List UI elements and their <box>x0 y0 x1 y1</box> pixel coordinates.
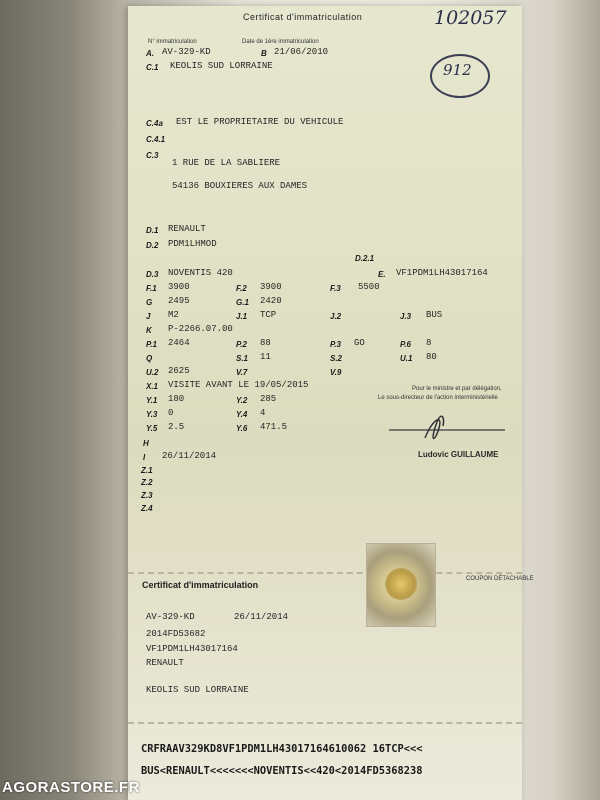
field-code-d2: D.2 <box>146 241 159 250</box>
field-code-c3: C.3 <box>146 151 159 160</box>
hologram-emblem <box>385 568 417 600</box>
field-code-b: B <box>261 49 267 58</box>
y2-value: 285 <box>260 394 277 404</box>
field-code-v9: V.9 <box>330 368 342 377</box>
coupon-reg-number: AV-329-KD <box>146 612 195 622</box>
model-value: NOVENTIS 420 <box>168 268 233 278</box>
reg-number-label: N° immatriculation <box>148 39 197 45</box>
g-value: 2495 <box>168 296 190 306</box>
p6-value: 8 <box>426 338 432 348</box>
j3-value: BUS <box>426 310 443 320</box>
field-code-f1: F.1 <box>146 284 157 293</box>
vin-value: VF1PDM1LH43017164 <box>396 268 488 278</box>
field-code-p2: P.2 <box>236 340 247 349</box>
field-code-i: I <box>143 453 146 462</box>
field-code-y2: Y.2 <box>236 396 248 405</box>
f1-value: 3900 <box>168 282 190 292</box>
field-code-e: E. <box>378 270 386 279</box>
field-code-j2: J.2 <box>330 312 342 321</box>
address-line-2: 54136 BOUXIERES AUX DAMES <box>172 181 308 191</box>
make-value: RENAULT <box>168 224 206 234</box>
s1-value: 11 <box>260 352 271 362</box>
y5-value: 2.5 <box>168 422 185 432</box>
circled-note: 912 <box>443 61 472 79</box>
coupon-doc-number: 2014FD53682 <box>146 629 206 639</box>
field-code-g1: G.1 <box>236 298 249 307</box>
field-code-s2: S.2 <box>330 354 343 363</box>
type-value: PDM1LHMOD <box>168 239 217 249</box>
certificate-date: 26/11/2014 <box>162 451 217 461</box>
field-code-z2: Z.2 <box>141 478 153 487</box>
y3-value: 0 <box>168 408 174 418</box>
signature-title-line: Le sous-directeur de l'action interministérielle <box>378 395 498 401</box>
coupon-owner: KEOLIS SUD LORRAINE <box>146 685 249 695</box>
field-code-d3: D.3 <box>146 270 159 279</box>
owner-status: EST LE PROPRIETAIRE DU VEHICULE <box>176 117 344 127</box>
j1-value: TCP <box>260 310 277 320</box>
document-title: Certificat d'immatriculation <box>243 12 363 22</box>
coupon-detachable-label: COUPON DÉTACHABLE <box>466 576 534 582</box>
mrz-line-1: CRFRAAV329KD8VF1PDM1LH43017164610062 16TCP<<< <box>141 743 423 755</box>
field-code-u1: U.1 <box>400 354 413 363</box>
field-code-z4: Z.4 <box>141 504 153 513</box>
field-code-z1: Z.1 <box>141 466 153 475</box>
field-code-k: K <box>146 326 152 335</box>
p3-value: GO <box>354 338 365 348</box>
coupon-title: Certificat d'immatriculation <box>142 580 259 590</box>
g1-value: 2420 <box>260 296 282 306</box>
field-code-a: A. <box>146 49 154 58</box>
field-code-y5: Y.5 <box>146 424 158 433</box>
address-line-1: 1 RUE DE LA SABLIERE <box>172 158 281 168</box>
field-code-c4a: C.4a <box>146 119 163 128</box>
security-hologram <box>366 543 436 627</box>
field-code-j3: J.3 <box>400 312 412 321</box>
field-code-f3: F.3 <box>330 284 341 293</box>
inspection-due: VISITE AVANT LE 19/05/2015 <box>168 380 309 390</box>
first-registration-date: 21/06/2010 <box>274 47 329 57</box>
signatory-name: Ludovic GUILLAUME <box>418 450 499 459</box>
field-code-y1: Y.1 <box>146 396 158 405</box>
holder-name: KEOLIS SUD LORRAINE <box>170 61 273 71</box>
field-code-f2: F.2 <box>236 284 247 293</box>
y1-value: 180 <box>168 394 185 404</box>
field-code-s1: S.1 <box>236 354 249 363</box>
y6-value: 471.5 <box>260 422 288 432</box>
mrz-perforation <box>128 722 522 724</box>
field-code-q: Q <box>146 354 153 363</box>
j-value: M2 <box>168 310 179 320</box>
handwritten-number: 102057 <box>434 7 507 29</box>
agorastore-watermark: AGORASTORE.FR <box>2 779 140 796</box>
coupon-make: RENAULT <box>146 658 184 668</box>
field-code-p1: P.1 <box>146 340 157 349</box>
field-code-p3: P.3 <box>330 340 341 349</box>
field-code-y3: Y.3 <box>146 410 158 419</box>
p2-value: 88 <box>260 338 271 348</box>
k-value: P-2266.07.00 <box>168 324 233 334</box>
coupon-date: 26/11/2014 <box>234 612 289 622</box>
p1-value: 2464 <box>168 338 190 348</box>
field-code-c1: C.1 <box>146 63 159 72</box>
signature-delegation-line: Pour le ministre et par délégation, <box>412 386 502 392</box>
f2-value: 3900 <box>260 282 282 292</box>
field-code-y6: Y.6 <box>236 424 248 433</box>
field-code-y4: Y.4 <box>236 410 248 419</box>
field-code-j: J <box>146 312 151 321</box>
field-code-h: H <box>143 439 149 448</box>
u1-value: 80 <box>426 352 437 362</box>
y4-value: 4 <box>260 408 266 418</box>
coupon-perforation <box>128 572 522 574</box>
signature-mark <box>385 408 515 448</box>
field-code-u2: U.2 <box>146 368 159 377</box>
field-code-x1: X.1 <box>146 382 159 391</box>
registration-number: AV-329-KD <box>162 47 211 57</box>
field-code-d21: D.2.1 <box>355 254 375 263</box>
field-code-g: G <box>146 298 153 307</box>
field-code-d1: D.1 <box>146 226 159 235</box>
field-code-p6: P.6 <box>400 340 411 349</box>
mrz-line-2: BUS<RENAULT<<<<<<<NOVENTIS<<420<2014FD5368238 <box>141 765 423 777</box>
field-code-v7: V.7 <box>236 368 248 377</box>
coupon-vin: VF1PDM1LH43017164 <box>146 644 238 654</box>
f3-value: 5500 <box>358 282 380 292</box>
field-code-c41: C.4.1 <box>146 135 166 144</box>
field-code-j1: J.1 <box>236 312 248 321</box>
u2-value: 2625 <box>168 366 190 376</box>
first-reg-date-label: Date de 1ère immatriculation <box>242 39 319 45</box>
field-code-z3: Z.3 <box>141 491 153 500</box>
